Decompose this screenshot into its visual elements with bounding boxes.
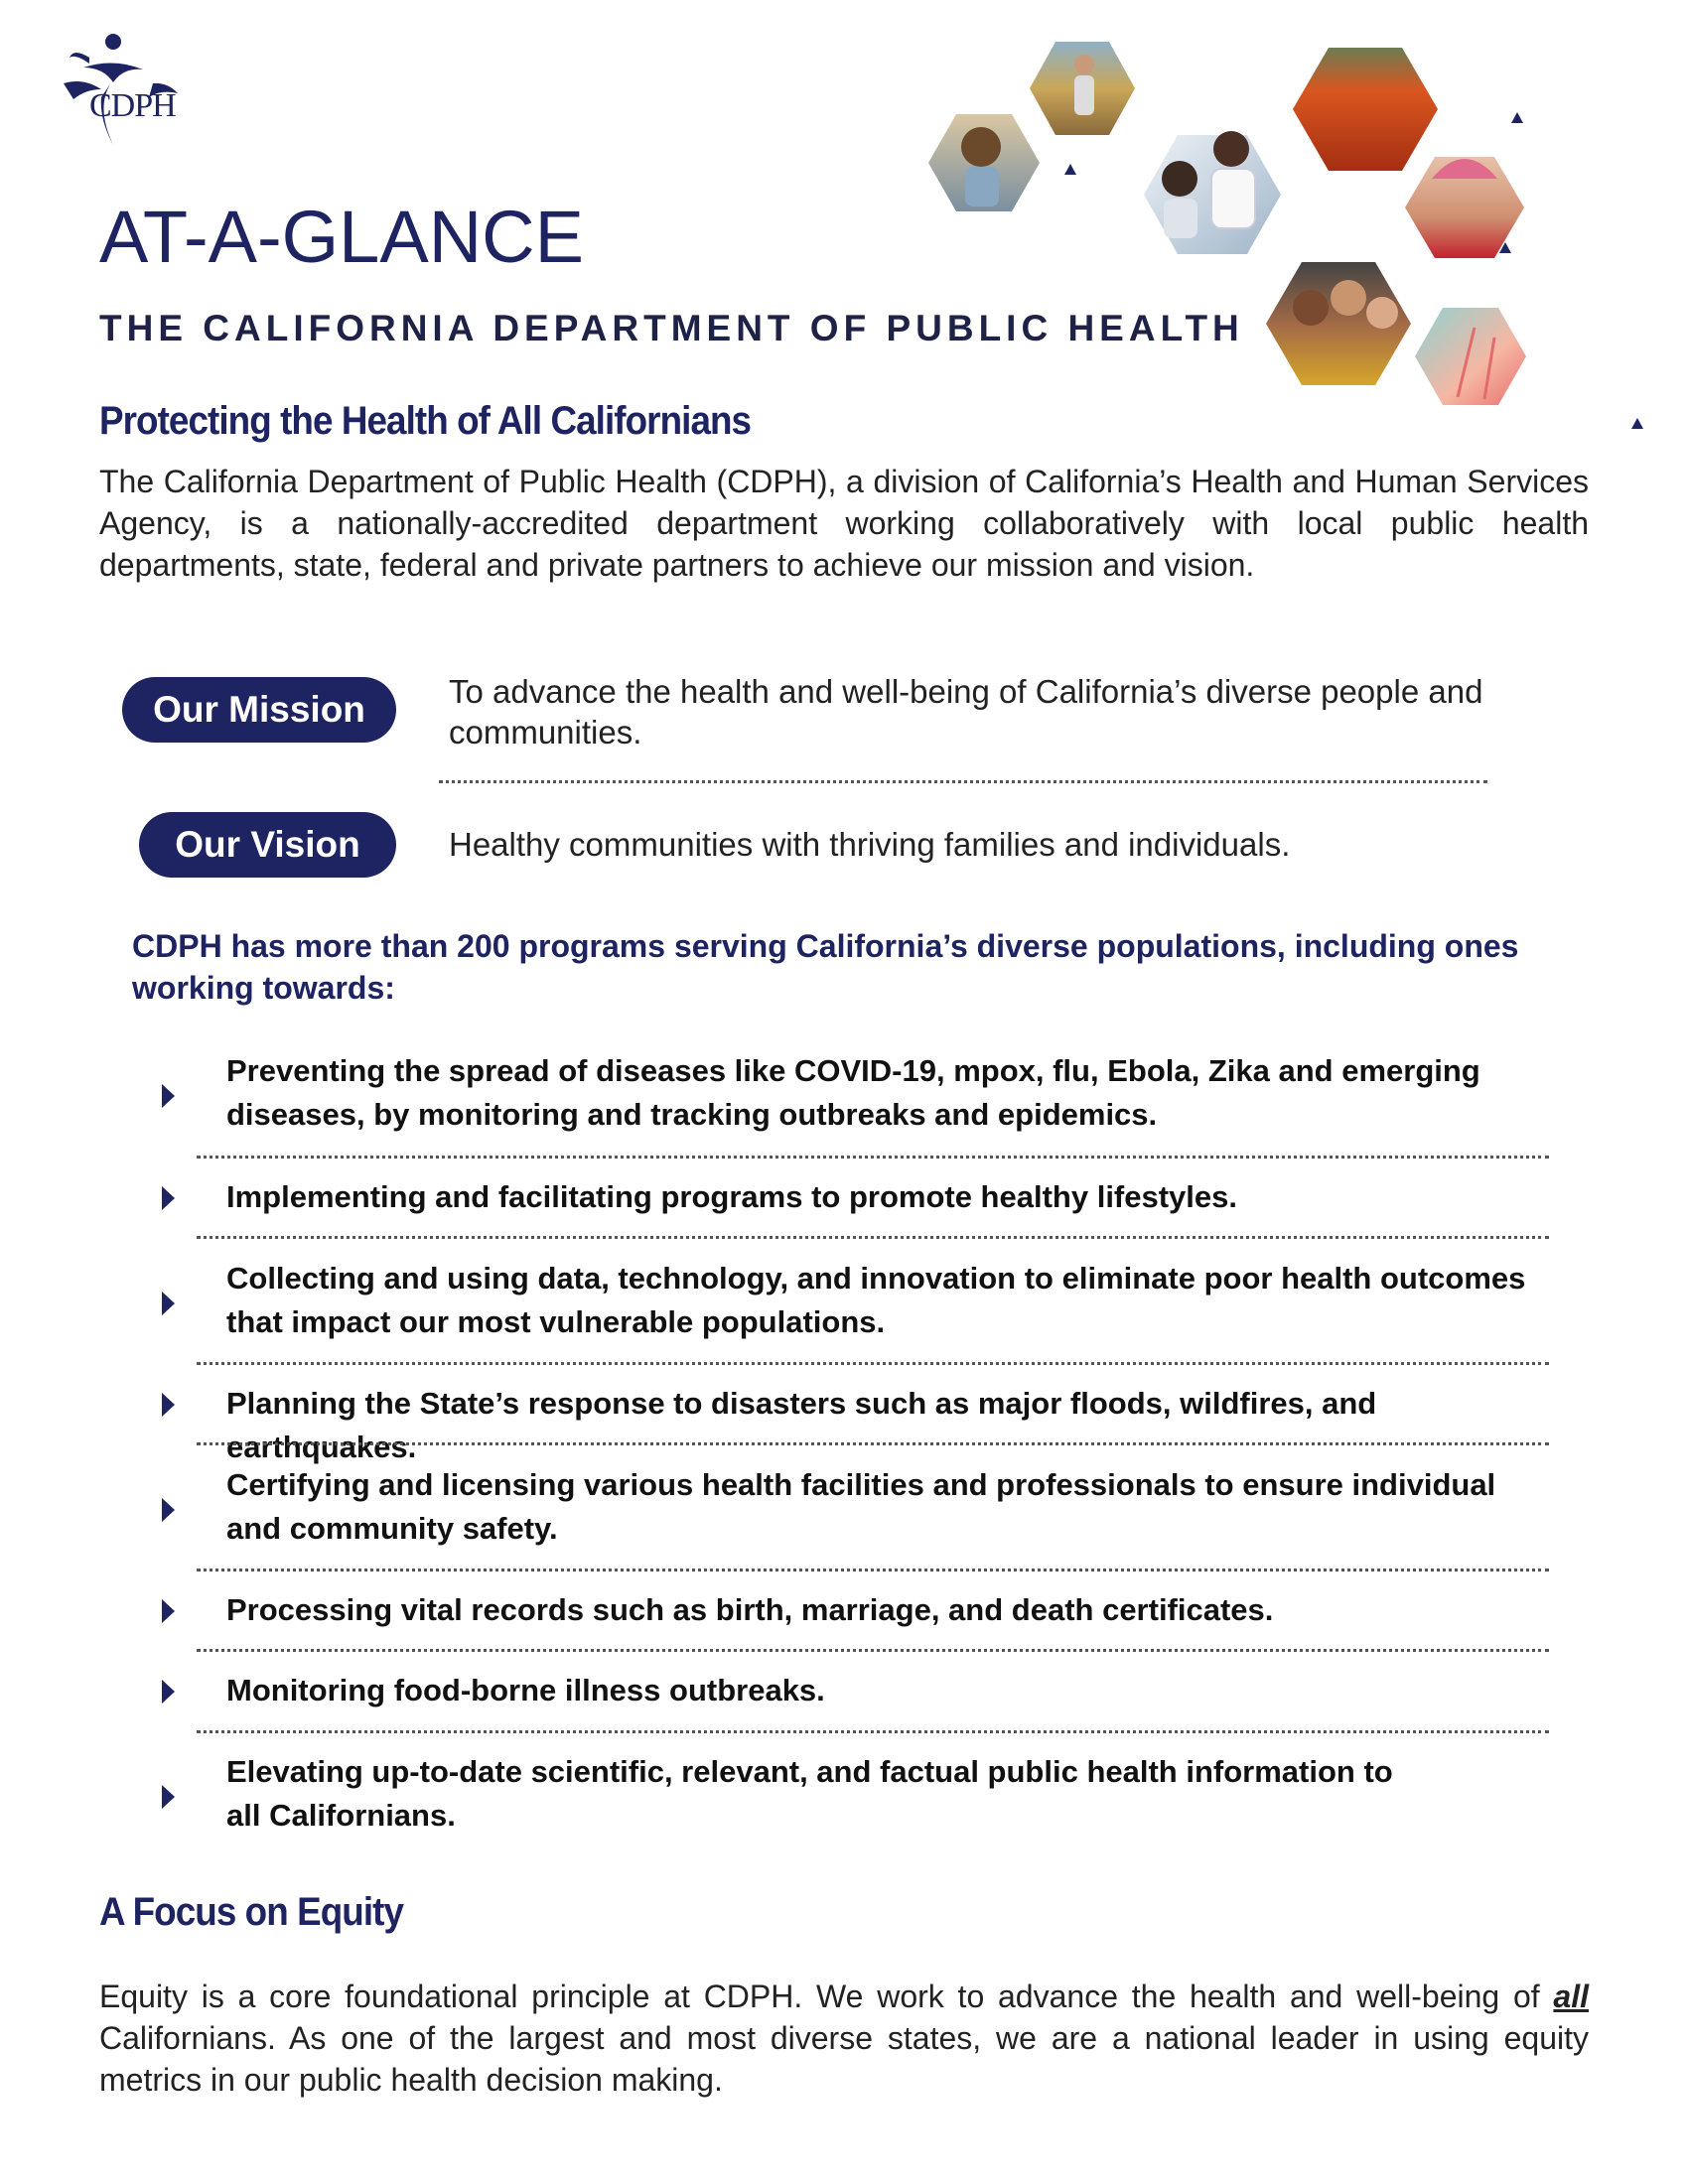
list-divider [197, 1649, 1549, 1652]
hex-photo-cyclist-child [1405, 157, 1524, 258]
list-divider [197, 1236, 1549, 1239]
triangle-accent-icon [1511, 112, 1523, 123]
bullet-arrow-icon [162, 1498, 175, 1522]
hex-photo-poppies [1293, 48, 1438, 171]
photo-collage [914, 0, 1688, 457]
equity-body: Equity is a core foundational principle at CDPH. We work to advance the health and well-being of all Californians. As one of the largest and most diverse states, we are a national leader in using equity metrics in our public health decision making. [99, 1979, 1589, 2098]
logo-wordmark: CDPH [89, 87, 176, 124]
mission-divider [439, 780, 1487, 783]
hex-photo-child [928, 114, 1040, 211]
protecting-body: The California Department of Public Health (CDPH), a division of California’s Health and Human Services Agency, is a nationally-accredited department working collaboratively with local public health departments, state, federal and private partners to achieve our mission and vision. [99, 464, 1589, 583]
protecting-heading: Protecting the Health of All Californians [99, 399, 752, 443]
hex-photo-clinician [1144, 131, 1281, 254]
hex-photo-palm-trees [1415, 308, 1526, 405]
bullet-arrow-icon [162, 1680, 175, 1704]
bullet-arrow-icon [162, 1393, 175, 1417]
bullet-arrow-icon [162, 1292, 175, 1315]
triangle-accent-icon [1631, 418, 1643, 429]
bullet-arrow-icon [162, 1084, 175, 1108]
list-divider [197, 1730, 1549, 1733]
mission-text: To advance the health and well-being of California’s diverse people and communities. [449, 673, 1483, 751]
mission-label: Our Mission [122, 677, 396, 743]
bullet-arrow-icon [162, 1599, 175, 1623]
vision-label: Our Vision [139, 812, 396, 878]
hex-photo-hiker [1030, 42, 1135, 135]
bullet-arrow-icon [162, 1785, 175, 1809]
page-title: AT-A-GLANCE [99, 196, 584, 278]
programs-intro: CDPH has more than 200 programs serving California’s diverse populations, including ones working towards: [132, 928, 1519, 1006]
equity-heading: A Focus on Equity [99, 1890, 404, 1934]
list-divider [197, 1156, 1549, 1159]
bullet-arrow-icon [162, 1186, 175, 1210]
equity-emphasis: all [1553, 1979, 1589, 2014]
list-divider [197, 1442, 1549, 1445]
list-divider [197, 1569, 1549, 1571]
list-divider [197, 1362, 1549, 1365]
triangle-accent-icon [1064, 164, 1076, 175]
vision-text: Healthy communities with thriving families and individuals. [449, 826, 1291, 863]
page-subtitle: THE CALIFORNIA DEPARTMENT OF PUBLIC HEALTH [99, 308, 1244, 348]
hex-photo-group [1266, 262, 1411, 385]
